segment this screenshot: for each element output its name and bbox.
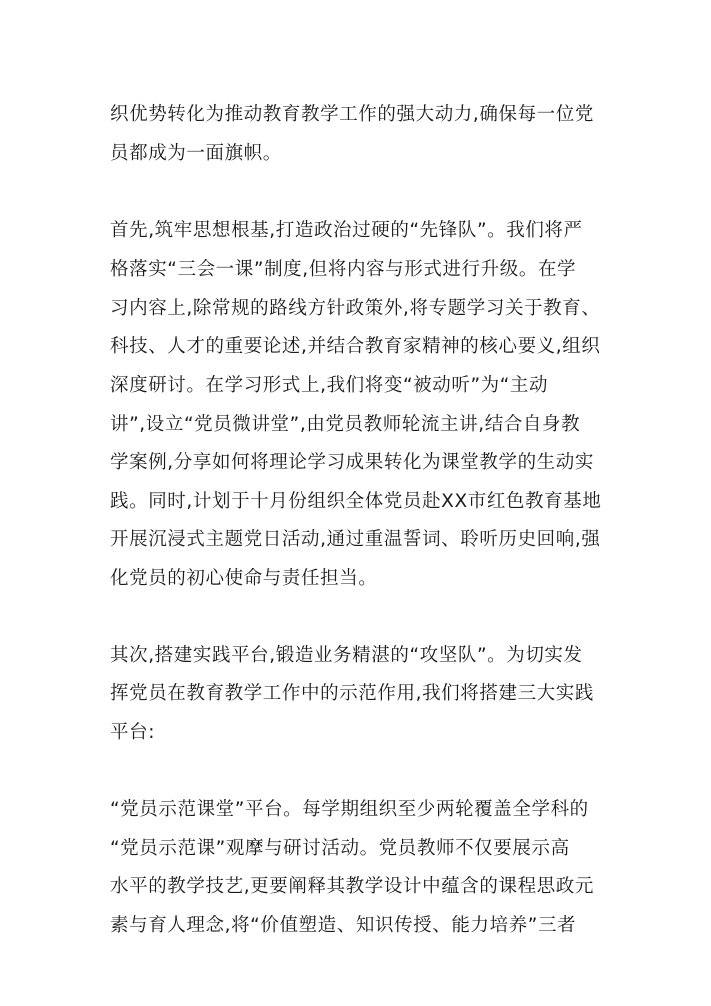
text-line: 学案例,分享如何将理论学习成果转化为课堂教学的生动实: [110, 452, 594, 473]
text-line: 科技、人才的重要论述,并结合教育家精神的核心要义,组织: [110, 336, 601, 357]
text-line: 开展沉浸式主题党日活动,通过重温誓词、聆听历史回响,强: [110, 529, 601, 550]
text-line: 践。同时,计划于十月份组织全体党员赴XX市红色教育基地: [110, 491, 602, 512]
text-line: 其次,搭建实践平台,锻造业务精湛的“攻坚队”。为切实发: [110, 645, 583, 666]
text-line: 挥党员在教育教学工作中的示范作用,我们将搭建三大实践: [110, 683, 594, 704]
text-line: 水平的教学技艺,更要阐释其教学设计中蕴含的课程思政元: [110, 876, 594, 897]
text-line: 员都成为一面旗帜。: [110, 143, 282, 164]
text-line: “党员示范课”观摩与研讨活动。党员教师不仅要展示高: [110, 838, 570, 859]
text-line: 平台:: [110, 722, 156, 743]
text-line: 深度研讨。在学习形式上,我们将变“被动听”为“主动: [110, 375, 549, 396]
text-line: “党员示范课堂”平台。每学期组织至少两轮覆盖全学科的: [110, 799, 589, 820]
text-line: 素与育人理念,将“价值塑造、知识传授、能力培养”三者: [110, 915, 577, 936]
text-line: 习内容上,除常规的路线方针政策外,将专题学习关于教育、: [110, 298, 601, 319]
text-line: 讲”,设立“党员微讲堂”,由党员教师轮流主讲,结合自身教: [110, 414, 581, 435]
text-line: 织优势转化为推动教育教学工作的强大动力,确保每一位党: [110, 104, 594, 125]
text-line: 化党员的初心使命与责任担当。: [110, 568, 378, 589]
text-line: 格落实“三会一课”制度,但将内容与形式进行升级。在学: [110, 259, 577, 280]
text-line: 首先,筑牢思想根基,打造政治过硬的“先锋队”。我们将严: [110, 220, 583, 241]
